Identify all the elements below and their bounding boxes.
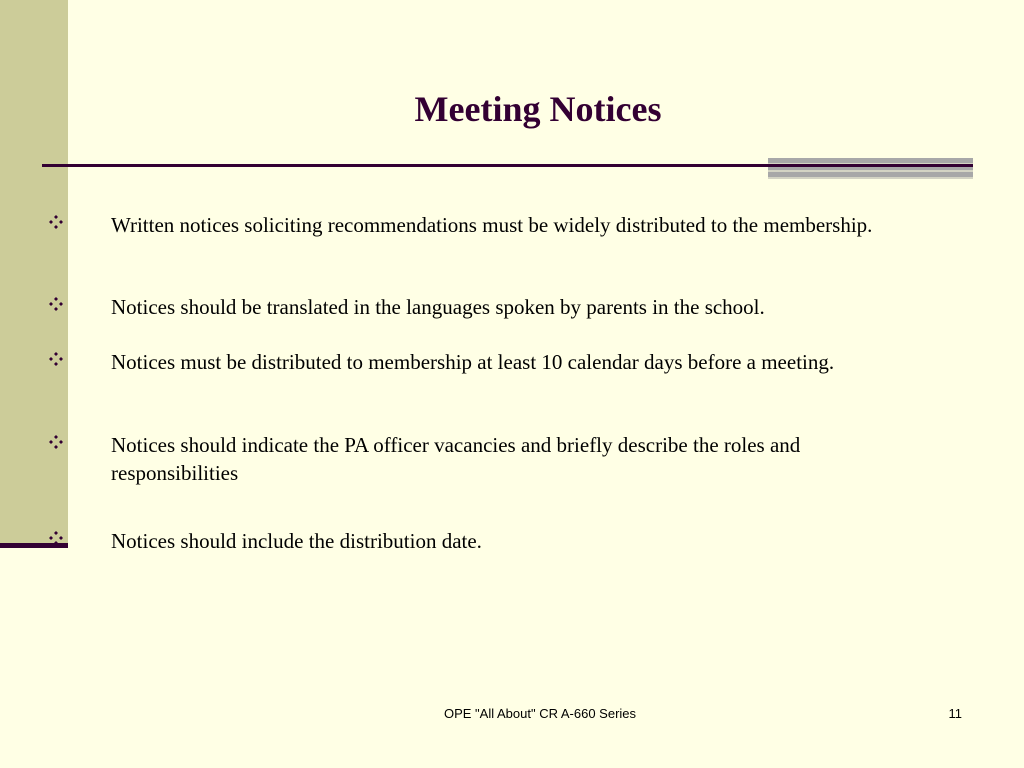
title-rule-accent-base — [768, 164, 973, 167]
diamond-bullet-icon — [49, 297, 63, 311]
slide-title: Meeting Notices — [414, 89, 662, 129]
bullet-text: Written notices soliciting recommendations must be widely distributed to the membership. — [111, 213, 873, 237]
footer-text: OPE "All About" CR A-660 Series — [443, 706, 637, 721]
bullet-text: Notices should be translated in the languages spoken by parents in the school. — [111, 295, 765, 319]
bullet-text: Notices must be distributed to membership at least 10 calendar days before a meeting. — [111, 350, 835, 374]
diamond-bullet-icon — [49, 352, 63, 366]
diamond-bullet-icon — [49, 215, 63, 229]
left-sidebar-band — [0, 0, 68, 546]
title-rule-accent-bars — [768, 158, 973, 179]
bullet-text: Notices should include the distribution date. — [111, 529, 482, 553]
diamond-bullet-icon — [49, 531, 63, 545]
bullet-text: Notices should indicate the PA officer vacancies and briefly describe the roles and responsibilities — [111, 433, 801, 485]
diamond-bullet-icon — [49, 435, 63, 449]
page-number: 11 — [948, 706, 962, 721]
